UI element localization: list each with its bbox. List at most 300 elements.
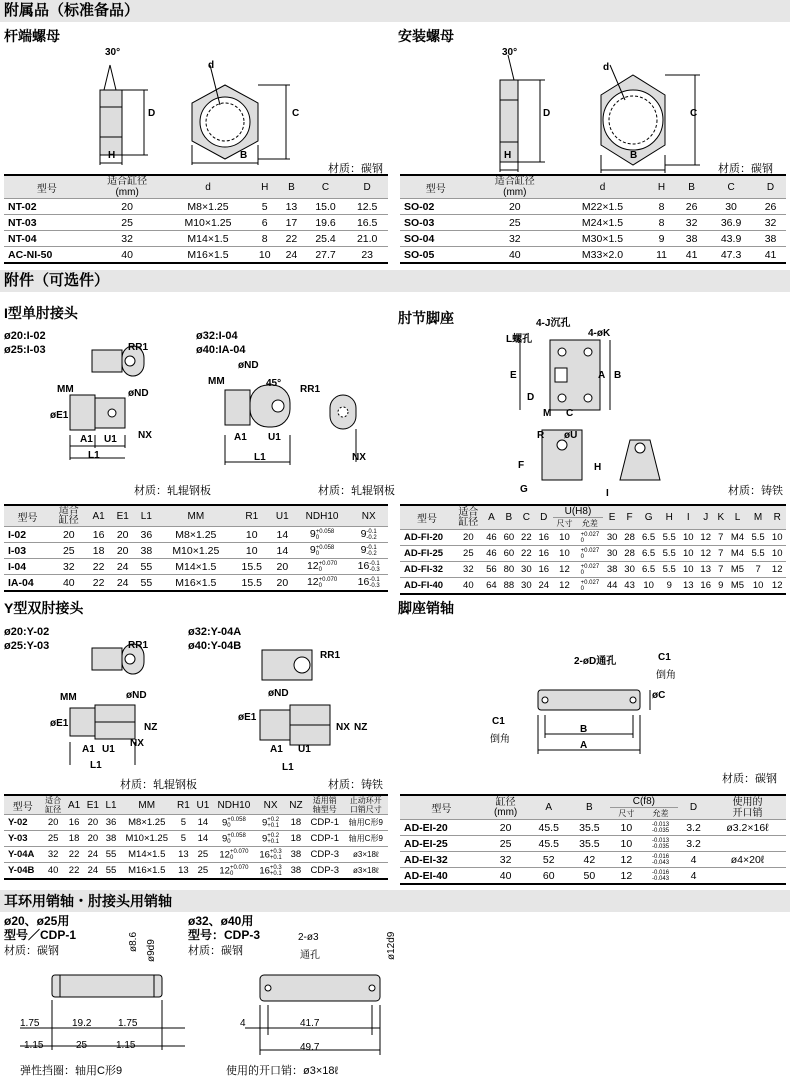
table-cell: ø3×18ℓ	[344, 847, 388, 863]
table-cell: 23	[346, 247, 388, 264]
y-joint-NZ-right: NZ	[354, 722, 368, 733]
table-cell: M8×1.25	[165, 199, 252, 215]
table-header: 型号	[4, 505, 51, 527]
y-joint-NX-right: NX	[336, 722, 350, 733]
table-cell: 40	[42, 863, 65, 880]
table-cell: 10	[234, 527, 270, 543]
table-cell: 16+0.3 +0.1	[255, 847, 286, 863]
table-cell: 12+0.070 0	[295, 559, 350, 575]
table-cell: 25	[193, 847, 212, 863]
table-header: H	[647, 175, 676, 199]
rod-nut-title: 杆端螺母	[4, 28, 60, 44]
table-cell: M5	[727, 562, 748, 578]
table-header: L1	[135, 505, 158, 527]
table-cell: 60	[500, 530, 517, 546]
table-cell: 25	[472, 215, 559, 231]
table-cell: 32	[90, 231, 165, 247]
table-header: I	[680, 505, 697, 530]
table-cell: I-02	[4, 527, 51, 543]
tolerance: +0.070 0	[318, 576, 338, 589]
foot-pin-chamfer-a: 倒角	[656, 670, 676, 681]
table-header: 型号	[4, 795, 42, 815]
table-header: NX	[349, 505, 388, 527]
table-header: 止动环开 口销尺寸	[344, 795, 388, 815]
table-cell: 轴用C形9	[344, 815, 388, 831]
table-row	[400, 820, 786, 836]
table-row	[4, 559, 388, 575]
y-joint-NZ: NZ	[144, 722, 158, 733]
table-cell: 41	[676, 247, 707, 264]
table-cell: 7	[714, 546, 727, 562]
table-header: 尺寸	[610, 808, 643, 820]
table-cell: 9+0.058 0	[213, 815, 256, 831]
table-cell: 55	[135, 559, 158, 575]
rod-nut-H: H	[108, 150, 116, 161]
table-cell: M4	[727, 530, 748, 546]
table-cell: 20	[83, 815, 102, 831]
pin-right-hole2: 通孔	[300, 950, 320, 961]
table-cell: 10	[234, 543, 270, 559]
table-row	[400, 199, 786, 215]
table-cell: M10×1.25	[158, 543, 234, 559]
table-cell: AD-FI-20	[400, 530, 454, 546]
mount-nut-material: 材质：碳钢	[718, 163, 773, 175]
table-cell: 25	[193, 863, 212, 880]
table-header: F	[621, 505, 638, 530]
table-cell: 14	[270, 527, 295, 543]
pin-left-g: 1.15	[116, 1040, 136, 1051]
table-cell: 15.0	[305, 199, 347, 215]
table-cell: 8	[251, 231, 278, 247]
i-joint-model-left: ø25:I-03	[4, 344, 46, 356]
table-cell: 44	[603, 578, 620, 595]
foot-pin-chamfer-b: 倒角	[490, 734, 510, 745]
table-header: MM	[158, 505, 234, 527]
table-cell: 36	[102, 815, 120, 831]
table-header: d	[558, 175, 647, 199]
y-joint-ND-right: øND	[268, 688, 289, 699]
table-header: 适用销 轴型号	[306, 795, 344, 815]
foot-F: F	[518, 460, 525, 471]
foot-D: D	[527, 392, 535, 403]
rod-nut-D: D	[148, 108, 156, 119]
table-cell: AC-NI-50	[4, 247, 90, 264]
table-header: D	[535, 505, 552, 530]
tolerance: +0.2 +0.1	[267, 832, 280, 845]
table-header: C	[707, 175, 755, 199]
y-joint-material-left: 材质：轧辊钢板	[120, 779, 197, 791]
table-cell: CDP-1	[306, 831, 344, 847]
table-cell: 4	[678, 868, 709, 885]
table-cell: SO-04	[400, 231, 472, 247]
tolerance: +0.058 0	[315, 528, 335, 541]
y-joint-MM: MM	[60, 692, 77, 703]
table-cell: 22	[87, 559, 111, 575]
table-cell: 20	[483, 820, 529, 836]
mount-nut-D: D	[543, 108, 551, 119]
i-joint-NX-right: NX	[352, 452, 366, 463]
i-joint-U1: U1	[104, 434, 117, 445]
table-cell: 27.7	[305, 247, 347, 264]
table-cell: 32	[755, 215, 786, 231]
table-cell: 12+0.070 0	[213, 847, 256, 863]
foot-table	[400, 504, 786, 595]
table-cell: 18	[286, 831, 306, 847]
table-cell: 9+0.058 0	[295, 543, 350, 559]
table-cell: 11	[647, 247, 676, 264]
table-header: D	[755, 175, 786, 199]
table-cell: 30	[518, 578, 535, 595]
table-cell: 45.5	[528, 836, 569, 852]
table-row	[4, 527, 388, 543]
table-cell: 64	[483, 578, 500, 595]
table-header: NZ	[286, 795, 306, 815]
table-cell: 30	[518, 562, 535, 578]
table-header: 适合缸径 (mm)	[90, 175, 165, 199]
table-cell	[709, 868, 786, 885]
foot-C: C	[566, 408, 574, 419]
section-accessories: 附属品（标准备品）	[0, 0, 790, 22]
table-cell: 40	[51, 575, 87, 592]
table-cell: 20	[42, 815, 65, 831]
table-cell: 10	[748, 578, 769, 595]
table-cell: M5	[727, 578, 748, 595]
tolerance: -0.1 -0.2	[366, 544, 377, 557]
y-joint-L1-right: L1	[282, 762, 294, 773]
rod-nut-angle: 30°	[105, 47, 121, 58]
table-cell: 24	[111, 559, 135, 575]
table-cell: 43	[621, 578, 638, 595]
table-header: 适合 缸径	[454, 505, 483, 530]
i-joint-RR1-right: RR1	[300, 384, 321, 395]
table-cell: 30	[707, 199, 755, 215]
y-joint-material-right: 材质：铸铁	[328, 779, 383, 791]
table-cell: 14	[193, 831, 212, 847]
table-cell: 20	[90, 199, 165, 215]
table-cell: 20	[472, 199, 559, 215]
rod-nut-rows	[4, 199, 388, 264]
table-cell: 28	[621, 546, 638, 562]
table-cell: 41	[755, 247, 786, 264]
table-cell: M14×1.5	[120, 847, 174, 863]
table-cell: 12.5	[346, 199, 388, 215]
tolerance: +0.2 +0.1	[267, 816, 280, 829]
table-cell: 24	[535, 578, 552, 595]
table-cell: 7	[714, 562, 727, 578]
table-row	[4, 215, 388, 231]
table-cell: 4	[678, 852, 709, 868]
foot-R: R	[537, 430, 545, 441]
table-cell: 13	[174, 863, 193, 880]
tolerance: +0.070 0	[229, 864, 249, 877]
table-header: B	[500, 505, 517, 530]
table-cell: Y-04A	[4, 847, 42, 863]
table-cell: AD-FI-32	[400, 562, 454, 578]
table-cell	[576, 546, 603, 562]
pin-right-material: 材质：碳钢	[188, 945, 243, 957]
i-joint-MM-right: MM	[208, 376, 225, 387]
table-cell: M16×1.5	[120, 863, 174, 880]
table-cell: 25	[42, 831, 65, 847]
y-joint-model-right: ø40:Y-04B	[188, 640, 242, 652]
table-cell: 5.5	[748, 530, 769, 546]
table-header: J	[697, 505, 714, 530]
table-cell: 32	[42, 847, 65, 863]
table-cell: 3.2	[678, 820, 709, 836]
foot-U: øU	[564, 430, 578, 441]
i-joint-title: I型单肘接头	[4, 305, 78, 321]
table-cell: 19.6	[305, 215, 347, 231]
table-row	[400, 215, 786, 231]
table-cell: 3.2	[678, 836, 709, 852]
table-cell: 20	[111, 527, 135, 543]
i-joint-material-right: 材质：轧辊钢板	[318, 485, 395, 497]
table-header: B	[569, 795, 610, 820]
table-cell: 22	[518, 530, 535, 546]
table-cell: 13	[697, 562, 714, 578]
table-header: 适合 缸径	[42, 795, 65, 815]
table-cell: 5.5	[659, 530, 680, 546]
mount-nut-H: H	[504, 150, 512, 161]
rod-nut-B: B	[240, 150, 248, 161]
table-header: C	[305, 175, 347, 199]
table-header: A1	[65, 795, 84, 815]
foot-material: 材质：铸铁	[728, 485, 783, 497]
table-cell: 12	[768, 562, 786, 578]
table-cell: 16	[535, 546, 552, 562]
table-header: 适合 缸径	[51, 505, 87, 527]
table-cell: 20	[270, 559, 295, 575]
table-cell: 24	[111, 575, 135, 592]
table-cell: AD-EI-20	[400, 820, 483, 836]
table-cell: 21.0	[346, 231, 388, 247]
y-joint-A1: A1	[82, 744, 95, 755]
table-header: L1	[102, 795, 120, 815]
table-cell: 50	[569, 868, 610, 885]
table-cell: CDP-1	[306, 815, 344, 831]
table-cell: 12	[553, 578, 577, 595]
table-header: K	[714, 505, 727, 530]
foot-title: 肘节脚座	[398, 310, 454, 326]
table-cell: 10	[553, 530, 577, 546]
table-cell: 55	[102, 847, 120, 863]
table-cell: 16-0.1 -0.3	[349, 559, 388, 575]
table-cell: 38	[135, 543, 158, 559]
table-cell: M16×1.5	[165, 247, 252, 264]
pin-left-note: 弹性挡圈：轴用C形9	[20, 1065, 123, 1077]
table-cell: 9+0.058 0	[213, 831, 256, 847]
table-cell: 20	[454, 530, 483, 546]
table-cell: 28	[621, 530, 638, 546]
table-cell: 24	[83, 863, 102, 880]
table-cell: M22×1.5	[558, 199, 647, 215]
pin-left-d2: ø9d9	[146, 939, 157, 962]
i-joint-model-right: ø40:IA-04	[196, 344, 246, 356]
table-cell: 10	[638, 578, 659, 595]
table-cell: 15.5	[234, 575, 270, 592]
table-cell: 38	[603, 562, 620, 578]
table-cell: 30	[621, 562, 638, 578]
pin-left-d1: ø8.6	[128, 931, 139, 952]
i-joint-table	[4, 504, 388, 592]
foot-A: A	[598, 370, 606, 381]
table-cell: 55	[135, 575, 158, 592]
table-cell: 5.5	[659, 546, 680, 562]
tolerance: +0.070 0	[318, 560, 338, 573]
table-cell: 13	[174, 847, 193, 863]
table-cell: 32	[454, 562, 483, 578]
table-cell: 10	[680, 546, 697, 562]
table-cell: M24×1.5	[558, 215, 647, 231]
table-cell	[643, 820, 678, 836]
table-cell: 32	[472, 231, 559, 247]
table-cell: I-03	[4, 543, 51, 559]
i-joint-A1: A1	[80, 434, 93, 445]
table-cell: 10	[680, 530, 697, 546]
table-header: U1	[193, 795, 212, 815]
tolerance: +0.070 0	[229, 848, 249, 861]
table-header: 型号	[4, 175, 90, 199]
table-header: 允差	[576, 518, 603, 530]
table-cell: M14×1.5	[158, 559, 234, 575]
tolerance: -0.1 -0.3	[369, 576, 380, 589]
table-row	[400, 836, 786, 852]
foot-pin-C1a: C1	[658, 652, 671, 663]
table-header: 型号	[400, 505, 454, 530]
tolerance: +0.3 +0.1	[269, 848, 282, 861]
i-joint-RR1: RR1	[128, 342, 149, 353]
table-cell: I-04	[4, 559, 51, 575]
table-header: C	[518, 505, 535, 530]
table-cell: 42	[569, 852, 610, 868]
table-row	[4, 863, 388, 880]
table-cell: 10	[768, 546, 786, 562]
tolerance: -0.013 -0.035	[652, 837, 670, 850]
table-cell: 35.5	[569, 820, 610, 836]
table-header: H	[251, 175, 278, 199]
foot-B: B	[614, 370, 622, 381]
y-joint-NX: NX	[130, 738, 144, 749]
table-header: 缸径 (mm)	[483, 795, 529, 820]
table-cell: 88	[500, 578, 517, 595]
table-row	[4, 815, 388, 831]
table-cell: 7	[748, 562, 769, 578]
table-header: MM	[120, 795, 174, 815]
table-cell: M33×2.0	[558, 247, 647, 264]
y-joint-model-left: ø20:Y-02	[4, 626, 50, 638]
table-cell: 45.5	[528, 820, 569, 836]
table-cell	[576, 530, 603, 546]
table-cell: 12	[768, 578, 786, 595]
foot-M: M	[543, 408, 552, 419]
table-cell	[643, 868, 678, 885]
foot-pin-title: 脚座销轴	[398, 600, 454, 616]
i-joint-NX: NX	[138, 430, 152, 441]
table-cell: 30	[603, 546, 620, 562]
table-cell: M4	[727, 546, 748, 562]
mount-nut-rows	[400, 199, 786, 264]
table-cell: 5	[251, 199, 278, 215]
table-row	[400, 562, 786, 578]
table-cell: 18	[87, 543, 111, 559]
mount-nut-C: C	[690, 108, 698, 119]
foot-E: E	[510, 370, 517, 381]
table-cell: 9+0.058 0	[295, 527, 350, 543]
table-header: C(f8)	[610, 795, 678, 808]
table-cell: 9-0.1 -0.2	[349, 527, 388, 543]
table-cell: SO-02	[400, 199, 472, 215]
table-cell: 40	[454, 578, 483, 595]
i-joint-MM: MM	[57, 384, 74, 395]
table-cell: 24	[278, 247, 305, 264]
y-joint-ND: øND	[126, 690, 147, 701]
table-cell: 10	[680, 562, 697, 578]
table-header: R1	[174, 795, 193, 815]
table-cell: 38	[676, 231, 707, 247]
rod-nut-C: C	[292, 108, 300, 119]
y-joint-title: Y型双肘接头	[4, 600, 84, 616]
table-cell: 9+0.2 +0.1	[255, 831, 286, 847]
i-joint-ND: øND	[128, 388, 149, 399]
table-cell: 18	[286, 815, 306, 831]
pins-drawing	[20, 960, 390, 1070]
table-cell: M8×1.25	[120, 815, 174, 831]
i-joint-U1-right: U1	[268, 432, 281, 443]
table-cell: 6	[251, 215, 278, 231]
table-cell: AD-FI-25	[400, 546, 454, 562]
i-joint-angle: 45°	[266, 378, 282, 389]
i-joint-material-left: 材质：轧辊钢板	[134, 485, 211, 497]
table-cell: 52	[528, 852, 569, 868]
table-cell: 9	[647, 231, 676, 247]
table-header: M	[748, 505, 769, 530]
table-cell: 7	[714, 530, 727, 546]
table-cell: 35.5	[569, 836, 610, 852]
table-cell: 24	[83, 847, 102, 863]
table-cell: 36	[135, 527, 158, 543]
table-header: B	[676, 175, 707, 199]
tolerance: +0.027 0	[580, 531, 600, 544]
table-cell: M14×1.5	[165, 231, 252, 247]
table-cell: 32	[51, 559, 87, 575]
table-cell: 10	[768, 530, 786, 546]
pin-left-material: 材质：碳钢	[4, 945, 59, 957]
table-row	[400, 530, 786, 546]
foot-pin-material: 材质：碳钢	[722, 773, 777, 785]
table-cell: 5.5	[748, 546, 769, 562]
table-header: R1	[234, 505, 270, 527]
tolerance: +0.027 0	[580, 563, 600, 576]
table-cell: ø4×20ℓ	[709, 852, 786, 868]
table-cell: SO-05	[400, 247, 472, 264]
pin-left-e: 1.15	[24, 1040, 44, 1051]
table-cell	[576, 578, 603, 595]
table-header: D	[678, 795, 709, 820]
table-cell: 20	[270, 575, 295, 592]
table-cell: 6.5	[638, 530, 659, 546]
i-joint-A1-right: A1	[234, 432, 247, 443]
table-cell: 40	[472, 247, 559, 264]
rod-nut-drawing	[90, 45, 290, 175]
table-header: 型号	[400, 175, 472, 199]
table-cell: 10	[610, 836, 643, 852]
table-cell: 16	[697, 578, 714, 595]
table-cell: 8	[647, 199, 676, 215]
table-cell: 16	[535, 530, 552, 546]
table-row	[4, 847, 388, 863]
pin-right-note: 使用的开口销：ø3×18ℓ	[226, 1065, 339, 1077]
pin-right-hole: 2-ø3	[298, 932, 319, 943]
